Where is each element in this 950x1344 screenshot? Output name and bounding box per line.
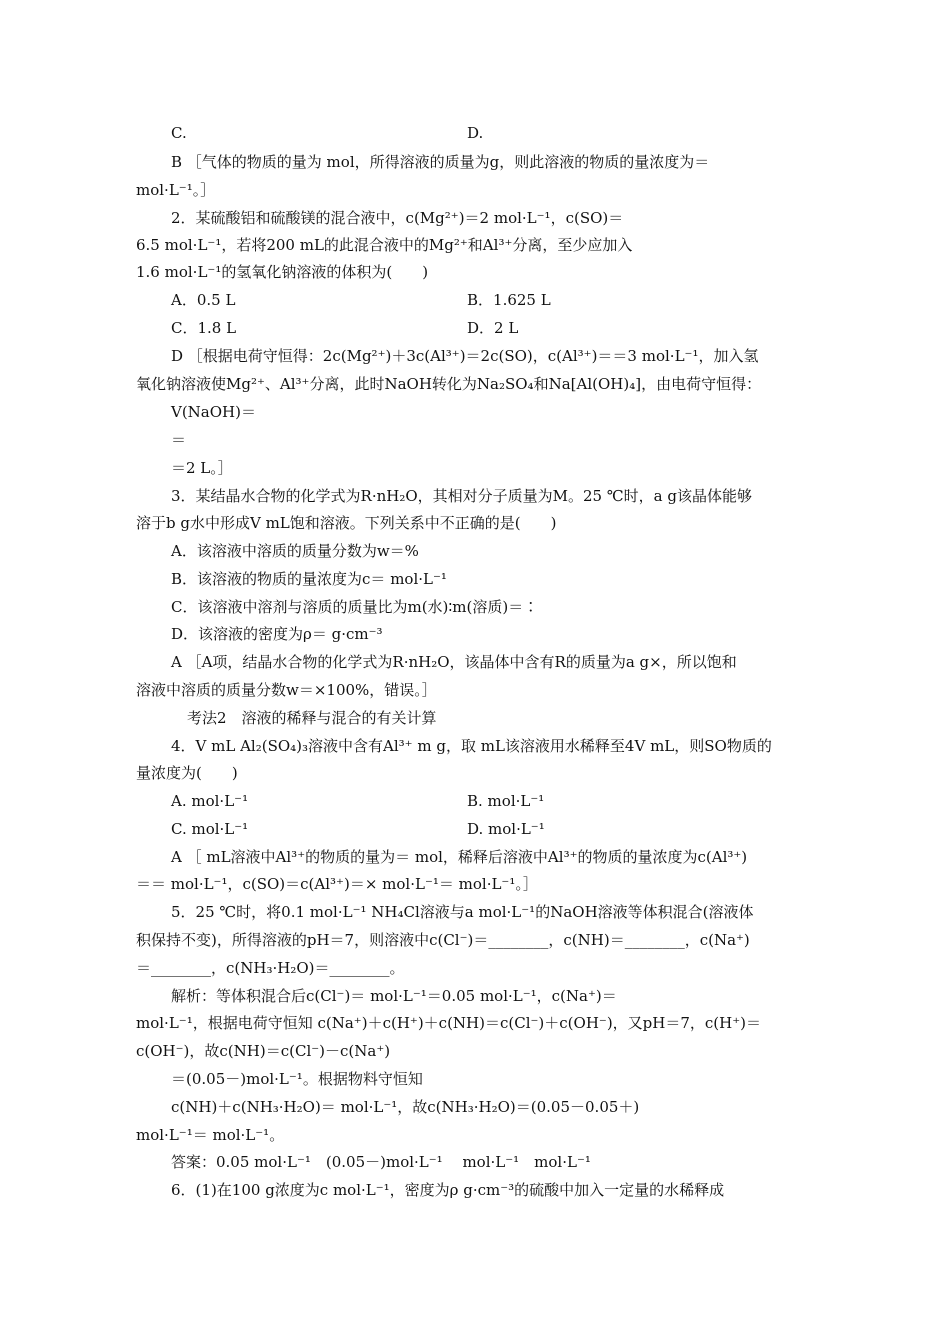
- option-c: C.: [171, 124, 187, 142]
- option-b: B．该溶液的物质的量浓度为c＝ mol·L⁻¹: [171, 570, 447, 588]
- question-line: 积保持不变)，所得溶液的pH＝7，则溶液中c(Cl⁻)＝________，c(NH)＝________，c(Na⁺): [136, 931, 750, 949]
- option-a: A．0.5 L: [171, 291, 236, 309]
- answer-line: D ［根据电荷守恒得：2c(Mg²⁺)＋3c(Al³⁺)＝2c(SO)，c(Al³⁺)＝＝3 mol·L⁻¹，加入氢: [171, 347, 759, 365]
- answer-line: B ［气体的物质的量为 mol，所得溶液的质量为g，则此溶液的物质的量浓度为＝: [171, 153, 710, 171]
- answer-line: mol·L⁻¹。］: [136, 181, 216, 199]
- answer-line: ＝＝ mol·L⁻¹，c(SO)＝c(Al³⁺)＝× mol·L⁻¹＝ mol·L⁻¹。］: [136, 875, 538, 893]
- option-c: C．该溶液中溶剂与溶质的质量比为m(水)∶m(溶质)＝∶: [171, 598, 539, 616]
- question-line: 溶于b g水中形成V mL饱和溶液。下列关系中不正确的是( ): [136, 514, 557, 532]
- option-d: D. mol·L⁻¹: [467, 820, 545, 838]
- question-3: 3．某结晶水合物的化学式为R·nH₂O，其相对分子质量为M。25 ℃时，a g该晶体能够: [171, 487, 752, 505]
- answer-line: A ［A项，结晶水合物的化学式为R·nH₂O，该晶体中含有R的质量为a g×，所以饱和: [171, 653, 737, 671]
- solution-line: ＝(0.05－)mol·L⁻¹。根据物料守恒知: [171, 1070, 423, 1088]
- option-b: B．1.625 L: [467, 291, 551, 309]
- option-c: C．1.8 L: [171, 319, 237, 337]
- question-line: 1.6 mol·L⁻¹的氢氧化钠溶液的体积为( ): [136, 263, 429, 281]
- question-4: 4．V mL Al₂(SO₄)₃溶液中含有Al³⁺ m g，取 mL该溶液用水稀释至4V mL，则SO物质的: [171, 737, 772, 755]
- question-line: 6.5 mol·L⁻¹，若将200 mL的此混合液中的Mg²⁺和Al³⁺分离，至少应加入: [136, 236, 633, 254]
- question-5: 5．25 ℃时，将0.1 mol·L⁻¹ NH₄Cl溶液与a mol·L⁻¹的NaOH溶液等体积混合(溶液体: [171, 903, 754, 921]
- answer-line: 溶液中溶质的质量分数w＝×100%，错误。］: [136, 681, 437, 699]
- answer-line: V(NaOH)＝: [171, 403, 256, 421]
- question-line: ＝________，c(NH₃·H₂O)＝________。: [136, 959, 405, 977]
- solution-line: 解析：等体积混合后c(Cl⁻)＝ mol·L⁻¹＝0.05 mol·L⁻¹，c(Na⁺)＝: [171, 987, 617, 1005]
- question-6: 6．(1)在100 g浓度为c mol·L⁻¹，密度为ρ g·cm⁻³的硫酸中加入一定量的水稀释成: [171, 1181, 725, 1199]
- answer-line: 氧化钠溶液使Mg²⁺、Al³⁺分离，此时NaOH转化为Na₂SO₄和Na[Al(OH)₄]，由电荷守恒得：: [136, 375, 762, 393]
- option-a: A．该溶液中溶质的质量分数为w＝%: [171, 542, 419, 560]
- option-d: D.: [467, 124, 484, 142]
- solution-line: c(NH)＋c(NH₃·H₂O)＝ mol·L⁻¹，故c(NH₃·H₂O)＝(0.05－0.05＋): [171, 1098, 640, 1116]
- option-c: C. mol·L⁻¹: [171, 820, 249, 838]
- answer-line: ＝2 L。］: [171, 459, 233, 477]
- question-2: 2．某硫酸铝和硫酸镁的混合液中，c(Mg²⁺)＝2 mol·L⁻¹，c(SO)＝: [171, 209, 624, 227]
- answer-line: ＝: [171, 431, 187, 449]
- answer-line: 答案：0.05 mol·L⁻¹ (0.05－)mol·L⁻¹ mol·L⁻¹ mol·L⁻¹: [171, 1153, 591, 1171]
- solution-line: mol·L⁻¹＝ mol·L⁻¹。: [136, 1126, 285, 1144]
- option-d: D．2 L: [467, 319, 519, 337]
- solution-line: c(OH⁻)，故c(NH)＝c(Cl⁻)－c(Na⁺): [136, 1042, 391, 1060]
- question-line: 量浓度为( ): [136, 764, 238, 782]
- option-b: B. mol·L⁻¹: [467, 792, 545, 810]
- option-d: D．该溶液的密度为ρ＝ g·cm⁻³: [171, 625, 383, 643]
- solution-line: mol·L⁻¹，根据电荷守恒知 c(Na⁺)＋c(H⁺)＋c(NH)＝c(Cl⁻)＋c(OH⁻)，又pH＝7，c(H⁺)＝: [136, 1014, 762, 1032]
- section-heading: 考法2 溶液的稀释与混合的有关计算: [187, 709, 437, 727]
- option-a: A. mol·L⁻¹: [171, 792, 249, 810]
- answer-line: A ［ mL溶液中Al³⁺的物质的量为＝ mol，稀释后溶液中Al³⁺的物质的量浓度为c(Al³⁺): [171, 848, 748, 866]
